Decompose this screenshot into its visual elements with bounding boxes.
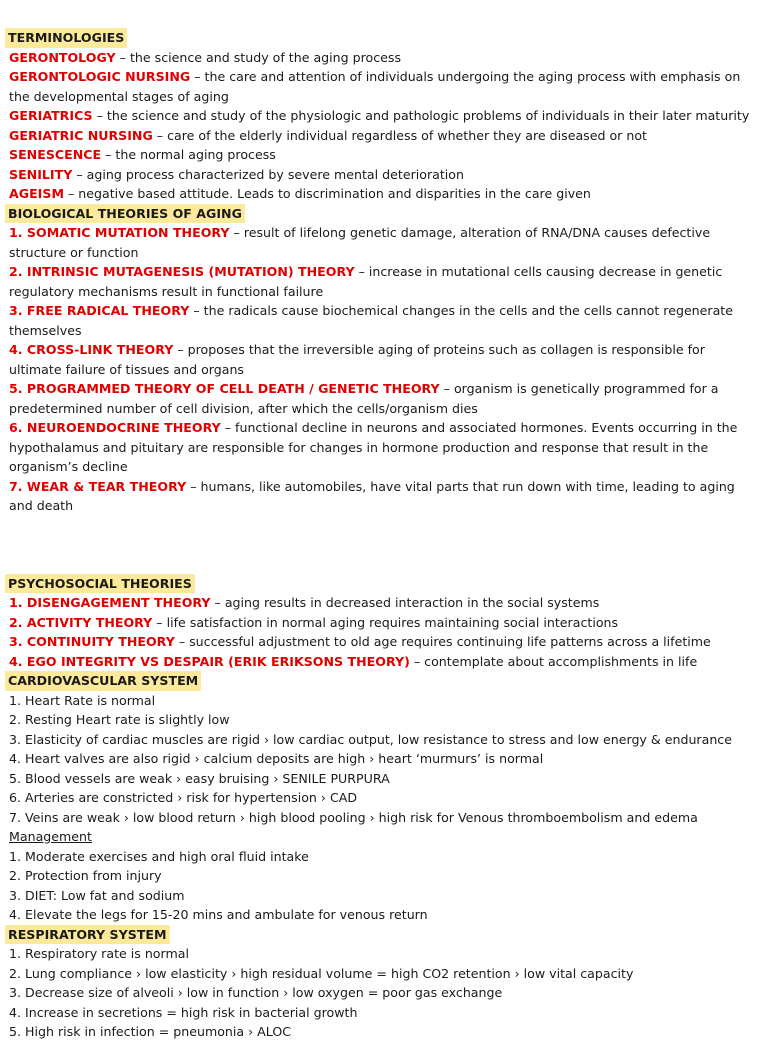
section-heading: CARDIOVASCULAR SYSTEM: [5, 671, 201, 691]
theory-description: – result of lifelong genetic damage, alteration of RNA/DNA causes defective structure or function: [9, 225, 711, 260]
theory-label: 3. FREE RADICAL THEORY: [9, 303, 190, 318]
theory-item: [9, 613, 761, 633]
theory-item: [9, 223, 761, 262]
theory-label: 5. PROGRAMMED THEORY OF CELL DEATH / GENETIC THEORY: [9, 381, 440, 396]
term-definition: – the science and study of the physiologic and pathologic problems of individuals in their later maturity: [92, 108, 750, 123]
definition-item: [9, 48, 761, 68]
theory-description: – increase in mutational cells causing decrease in genetic regulatory mechanisms result in functional failure: [9, 264, 723, 299]
biological-heading-line: [9, 204, 761, 224]
section-heading: BIOLOGICAL THEORIES OF AGING: [5, 204, 245, 224]
term-label: SENESCENCE: [9, 147, 102, 162]
term-definition: – the care and attention of individuals undergoing the aging process with emphasis on the developmental stages of aging: [9, 69, 741, 104]
term-label: AGEISM: [9, 186, 64, 201]
list-item: 2. Lung compliance › low elasticity › high residual volume = high CO2 retention › low vital capacity: [9, 965, 634, 981]
psychosocial-heading-line: [9, 574, 761, 594]
term-definition: – the normal aging process: [101, 147, 276, 162]
theory-label: 4. CROSS-LINK THEORY: [9, 342, 174, 357]
list-item: 5. High risk in infection = pneumonia › ALOC: [9, 1024, 292, 1039]
theory-description: – functional decline in neurons and associated hormones. Events occurring in the hypothalamus and pituitary are responsible for changes in hormone production and response that result in the organism’s decline: [9, 420, 738, 474]
term-definition: – aging process characterized by severe mental deterioration: [72, 166, 464, 182]
theory-item: [9, 477, 761, 516]
document-page: [9, 28, 761, 1042]
list-item: 4. Increase in secretions = high risk in bacterial growth: [9, 1004, 358, 1020]
theory-item: [9, 340, 761, 379]
respiratory-heading-line: [9, 925, 761, 945]
theory-item: [9, 652, 761, 672]
theory-label: 6. NEUROENDOCRINE THEORY: [9, 420, 221, 435]
list-item: 4. Elevate the legs for 15-20 mins and ambulate for venous return: [9, 907, 428, 922]
list-item: 7. Veins are weak › low blood return › high blood pooling › high risk for Venous thromboembolism and edema: [9, 809, 698, 825]
theory-description: – proposes that the irreversible aging of proteins such as collagen is responsible for ultimate failure of tissues and organs: [9, 342, 705, 377]
theory-label: 7. WEAR & TEAR THEORY: [9, 478, 187, 494]
theory-description: – life satisfaction in normal aging requires maintaining social interactions: [152, 614, 619, 630]
theory-item: [9, 301, 761, 340]
theory-description: – humans, like automobiles, have vital parts that run down with time, leading to aging and death: [9, 478, 735, 513]
section-heading: PSYCHOSOCIAL THEORIES: [5, 574, 195, 594]
theory-item: [9, 593, 761, 613]
theory-label: 2. ACTIVITY THEORY: [9, 614, 153, 630]
definition-item: [9, 165, 761, 185]
definition-item: [9, 145, 761, 165]
list-item: 5. Blood vessels are weak › easy bruising › SENILE PURPURA: [9, 770, 390, 786]
section-heading: TERMINOLOGIES: [5, 28, 127, 48]
theory-item: [9, 632, 761, 652]
term-definition: – the science and study of the aging process: [115, 49, 402, 65]
list-item: 3. DIET: Low fat and sodium: [9, 887, 185, 903]
theory-label: 1. DISENGAGEMENT THEORY: [9, 595, 211, 610]
definition-item: [9, 106, 761, 126]
list-item: 1. Moderate exercises and high oral fluid intake: [9, 848, 309, 864]
list-item: 3. Decrease size of alveoli › low in function › low oxygen = poor gas exchange: [9, 985, 503, 1000]
list-item: 1. Heart Rate is normal: [9, 692, 156, 708]
term-label: GERONTOLOGIC NURSING: [9, 69, 191, 84]
definition-item: [9, 67, 761, 106]
term-definition: – care of the elderly individual regardless of whether they are diseased or not: [152, 127, 647, 143]
management-subheading-line: [9, 827, 761, 847]
term-label: GERIATRICS: [9, 108, 93, 123]
theory-label: 3. CONTINUITY THEORY: [9, 634, 175, 649]
theory-item: [9, 379, 761, 418]
terminologies-heading-line: [9, 28, 761, 48]
list-item: 1. Respiratory rate is normal: [9, 946, 189, 961]
section-spacer: [9, 516, 761, 574]
theory-label: 4. EGO INTEGRITY VS DESPAIR (ERIK ERIKSONS THEORY): [9, 653, 410, 669]
term-label: SENILITY: [9, 166, 73, 182]
list-item: 2. Resting Heart rate is slightly low: [9, 712, 230, 727]
cardio-heading-line: [9, 671, 761, 691]
theory-description: – organism is genetically programmed for a predetermined number of cell division, after which the cells/organism dies: [9, 381, 719, 416]
list-item: 4. Heart valves are also rigid › calcium deposits are high › heart ‘murmurs’ is normal: [9, 751, 544, 766]
definition-item: [9, 184, 761, 204]
theory-description: – aging results in decreased interaction in the social systems: [210, 595, 600, 610]
term-definition: – negative based attitude. Leads to discrimination and disparities in the care given: [63, 186, 591, 201]
section-heading: RESPIRATORY SYSTEM: [5, 925, 170, 945]
list-item: 2. Protection from injury: [9, 868, 162, 883]
theory-description: – successful adjustment to old age requires continuing life patterns across a lifetime: [174, 634, 711, 649]
theory-label: 1. SOMATIC MUTATION THEORY: [9, 225, 230, 240]
management-subheading: Management: [9, 829, 92, 844]
term-label: GERIATRIC NURSING: [9, 127, 153, 143]
definition-item: [9, 126, 761, 146]
theory-item: [9, 418, 761, 477]
term-label: GERONTOLOGY: [9, 49, 116, 65]
theory-label: 2. INTRINSIC MUTAGENESIS (MUTATION) THEORY: [9, 264, 355, 279]
list-item: 6. Arteries are constricted › risk for hypertension › CAD: [9, 790, 358, 805]
list-item: 3. Elasticity of cardiac muscles are rigid › low cardiac output, low resistance to stress and low energy & endurance: [9, 731, 732, 747]
theory-description: – the radicals cause biochemical changes in the cells and the cells cannot regenerate themselves: [9, 303, 733, 338]
theory-item: [9, 262, 761, 301]
theory-description: – contemplate about accomplishments in life: [409, 653, 698, 669]
